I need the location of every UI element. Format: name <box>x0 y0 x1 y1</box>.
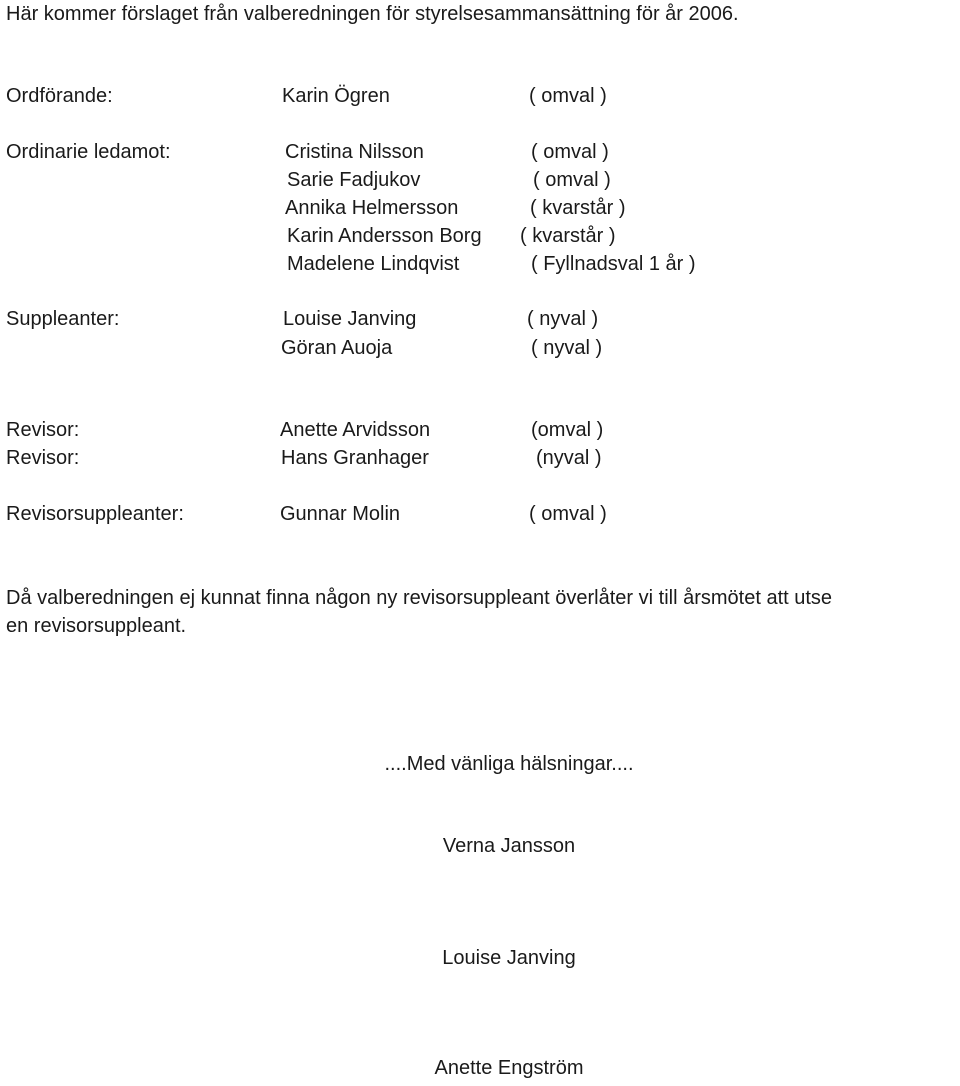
role-label: Ordinarie ledamot: <box>6 141 171 163</box>
member-status: ( kvarstår ) <box>530 197 626 219</box>
member-name: Hans Granhager <box>281 447 429 469</box>
signatory-name: Louise Janving <box>442 947 576 969</box>
member-status: ( omval ) <box>533 169 611 191</box>
member-name: Karin Andersson Borg <box>287 225 482 247</box>
role-label: Suppleanter: <box>6 308 120 330</box>
member-status: (omval ) <box>531 419 604 441</box>
member-name: Göran Auoja <box>281 337 393 359</box>
member-name: Annika Helmersson <box>285 197 459 219</box>
role-label: Revisorsuppleanter: <box>6 503 184 525</box>
member-status: ( omval ) <box>529 503 607 525</box>
member-name: Anette Arvidsson <box>280 419 431 441</box>
member-name: Louise Janving <box>283 308 417 330</box>
role-label: Revisor: <box>6 419 80 441</box>
member-status: (nyval ) <box>536 447 602 469</box>
signatory-name: Anette Engström <box>434 1057 584 1079</box>
member-name: Gunnar Molin <box>280 503 401 525</box>
role-label: Revisor: <box>6 447 80 469</box>
member-name: Sarie Fadjukov <box>287 169 421 191</box>
role-label: Ordförande: <box>6 85 113 107</box>
member-status: ( nyval ) <box>527 308 599 330</box>
note-text-line-1: Då valberedningen ej kunnat finna någon ny revisorsuppleant överlåter vi till årsmötet att utse <box>6 587 833 609</box>
member-status: ( nyval ) <box>531 337 603 359</box>
member-name: Madelene Lindqvist <box>287 253 460 275</box>
member-status: ( omval ) <box>531 141 609 163</box>
member-status: ( omval ) <box>529 85 607 107</box>
intro-text: Här kommer förslaget från valberedningen för styrelsesammansättning för år 2006. <box>6 3 739 25</box>
closing-greeting: ....Med vänliga hälsningar.... <box>384 753 634 775</box>
note-text-line-2: en revisorsuppleant. <box>6 615 187 637</box>
member-name: Karin Ögren <box>282 85 390 107</box>
signatory-name: Verna Jansson <box>442 835 576 857</box>
member-status: ( Fyllnadsval 1 år ) <box>531 253 696 275</box>
member-status: ( kvarstår ) <box>520 225 616 247</box>
member-name: Cristina Nilsson <box>285 141 424 163</box>
